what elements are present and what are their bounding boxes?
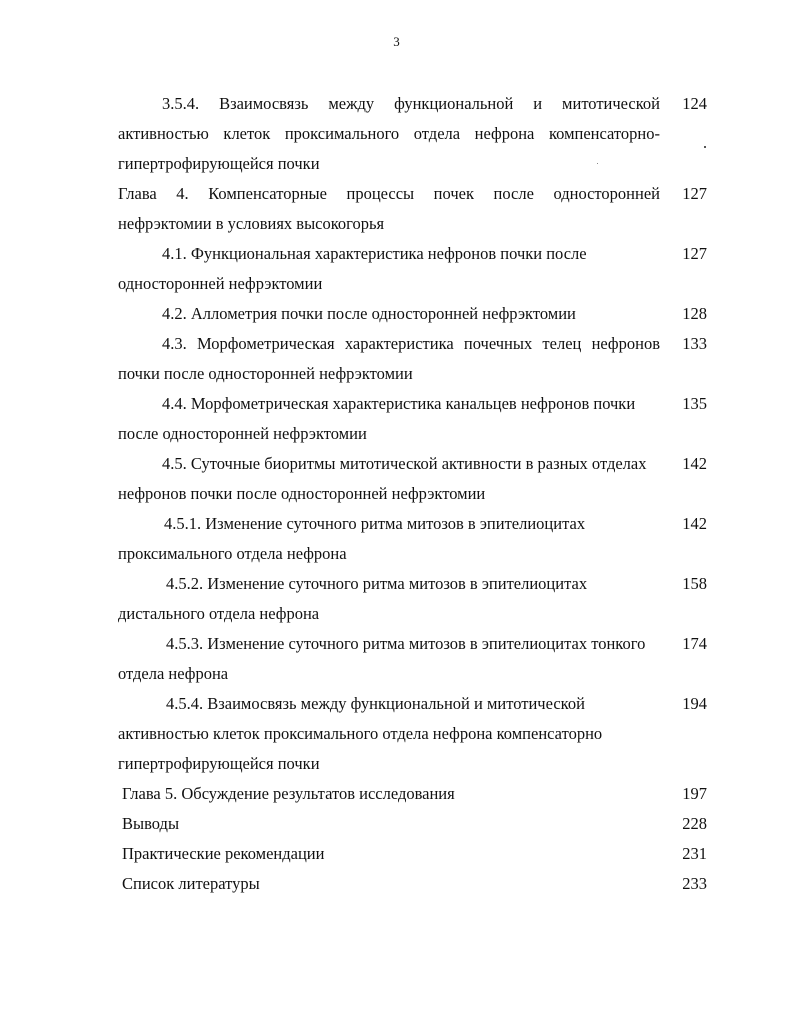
toc-entry-title: 4.1. Функциональная характеристика нефронов почки после односторонней нефрэктомии (118, 244, 587, 293)
toc-entry-page: 128 (682, 304, 707, 323)
toc-entry-page: 142 (682, 454, 707, 473)
toc-entry-conclusions (0, 809, 793, 839)
toc-entry-title: Глава 5. Обсуждение результатов исследования (122, 784, 455, 803)
toc-entry-title: 4.5.1. Изменение суточного ритма митозов в эпителиоцитах проксимального отдела нефрона (118, 514, 586, 563)
toc-entry-page: 127 (682, 244, 707, 263)
toc-entry-title: 4.3. Морфометрическая характеристика почечных телец нефронов почки после односторонней нефрэктомии (118, 334, 660, 383)
page-number: 3 (393, 34, 400, 49)
toc-entry-4-3 (0, 329, 793, 389)
toc-entry-page: 233 (682, 874, 707, 893)
toc-entry-chapter-4 (0, 179, 793, 239)
toc-entry-page: 133 (682, 334, 707, 353)
toc-entry-title: 4.5.2. Изменение суточного ритма митозов в эпителиоцитах дистального отдела нефрона (118, 574, 588, 623)
toc-entry-page: 174 (682, 634, 707, 653)
toc-entry-page: 231 (682, 844, 707, 863)
toc-entry-page: 142 (682, 514, 707, 533)
toc-entry-page: 228 (682, 814, 707, 833)
toc-entry-title: 4.5.3. Изменение суточного ритма митозов в эпителиоцитах тонкого отдела нефрона (118, 634, 646, 683)
toc-entry-page: 135 (682, 394, 707, 413)
table-of-contents (0, 89, 793, 899)
toc-entry-recommendations (0, 839, 793, 869)
toc-entry-title: 3.5.4. Взаимосвязь между функциональной и митотической активностью клеток проксимального отдела нефрона компенсаторно-гипертрофирующейся почки (118, 94, 660, 173)
toc-entry-page: 127 (682, 184, 707, 203)
toc-entry-4-1 (0, 239, 793, 299)
toc-entry-page: 124 (682, 94, 707, 113)
toc-entry-4-5 (0, 449, 793, 509)
toc-entry-3-5-4 (0, 89, 793, 179)
toc-entry-page: 158 (682, 574, 707, 593)
toc-entry-title: Практические рекомендации (122, 844, 325, 863)
toc-entry-title: Глава 4. Компенсаторные процессы почек после односторонней нефрэктомии в условиях высокогорья (118, 184, 660, 233)
toc-entry-chapter-5 (0, 779, 793, 809)
toc-entry-4-4 (0, 389, 793, 449)
toc-entry-4-5-4 (0, 689, 793, 779)
toc-entry-4-5-1 (0, 509, 793, 569)
toc-entry-title: 4.4. Морфометрическая характеристика канальцев нефронов почки после односторонней нефрэктомии (118, 394, 636, 443)
toc-entry-4-5-3 (0, 629, 793, 689)
toc-entry-title: 4.5. Суточные биоритмы митотической активности в разных отделах нефронов почки после односторонней нефрэктомии (118, 454, 647, 503)
toc-entry-4-5-2 (0, 569, 793, 629)
toc-entry-page: 194 (682, 694, 707, 713)
toc-entry-title: Выводы (122, 814, 180, 833)
toc-entry-page: 197 (682, 784, 707, 803)
toc-entry-references (0, 869, 793, 899)
toc-entry-4-2 (0, 299, 793, 329)
toc-entry-title: 4.2. Аллометрия почки после односторонней нефрэктомии (162, 304, 576, 323)
toc-entry-title: Список литературы (122, 874, 260, 893)
toc-entry-title: 4.5.4. Взаимосвязь между функциональной и митотической активностью клеток проксимального отдела нефрона компенсаторно гипертрофирующейся почки (118, 694, 603, 773)
